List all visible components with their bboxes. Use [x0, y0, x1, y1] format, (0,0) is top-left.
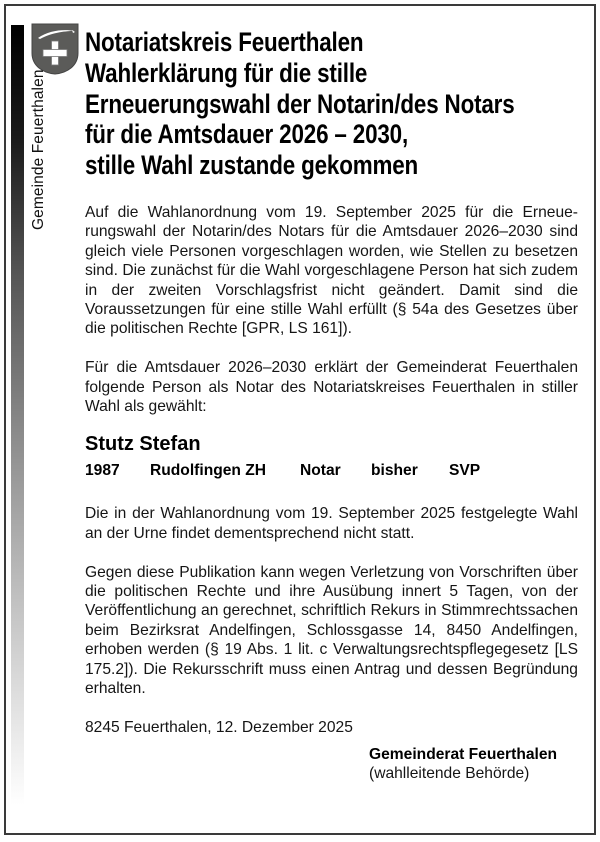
elected-person-details	[85, 462, 578, 482]
title-line: Notariatskreis Feuerthalen	[85, 27, 364, 57]
title-line: stille Wahl zustande gekommen	[85, 150, 419, 181]
signature-block	[369, 745, 557, 784]
birth-year: 1987	[85, 462, 120, 480]
notice-body	[85, 203, 578, 737]
office: Notar	[300, 462, 341, 480]
title-line: Erneuerungswahl der Notarin/des Notars	[85, 88, 515, 119]
paragraph-election-order: Auf die Wahlanordnung vom 19. September 2025 für die Erneuerungswahl der Notarin/des Notars für die Amtsdauer 2026–2030 sind gleich viele Personen vorgeschlagen worden, wie Stellen zu besetzen sind. Die zunächst für die Wahl vorgeschlagene Person hat sich zudem in der zweiten Vorschlagsfrist nicht geändert. Damit sind die Voraussetzungen für eine stille Wahl erfüllt (§ 54a des Gesetzes über die politischen Rechte [GPR, LS 161]).	[85, 204, 578, 338]
elected-person-name: Stutz Stefan	[85, 433, 201, 456]
paragraph-appeal: Gegen diese Publikation kann wegen Verletzung von Vorschriften über die politischen Rechte und ihre Ausübung innert 5 Tagen, von der Veröffentlichung an gerechnet, schriftlich Rekurs in Stimmrechtssachen beim Bezirksrat Andelfingen, Schlossgasse 14, 8450 Andelfingen, erhoben werden (§ 19 Abs. 1 lit. c Verwaltungsrechtspflegegesetz [LS 175.2]). Die Rekursschrift muss einen Antrag und dessen Begründung erhalten.	[85, 563, 578, 698]
residence: Rudolfingen ZH	[150, 462, 267, 480]
paragraph-no-ballot: Die in der Wahlanordnung vom 19. September 2025 festgelegte Wahl an der Urne findet dementsprechend nicht statt.	[85, 505, 578, 542]
status: bisher	[371, 462, 418, 480]
signing-authority: Gemeinderat Feuerthalen	[369, 746, 558, 763]
coat-of-arms-icon	[31, 23, 79, 75]
title-line: für die Amtsdauer 2026 – 2030,	[85, 119, 409, 150]
place-date: 8245 Feuerthalen, 12. Dezember 2025	[85, 718, 353, 736]
title-line: Wahlerklärung für die stille	[85, 57, 368, 88]
signing-role: (wahlleitende Behörde)	[369, 765, 530, 783]
gradient-side-bar	[11, 25, 24, 805]
paragraph-declaration: Für die Amtsdauer 2026–2030 erklärt der Gemeinderat Feuerthalen folgende Person als Notar des Notariatskreises Feuerthalen in stiller Wahl als gewählt:	[85, 359, 578, 416]
notice-title	[85, 27, 515, 181]
municipality-label: Gemeinde Feuerthalen	[30, 69, 47, 230]
party: SVP	[449, 462, 481, 480]
